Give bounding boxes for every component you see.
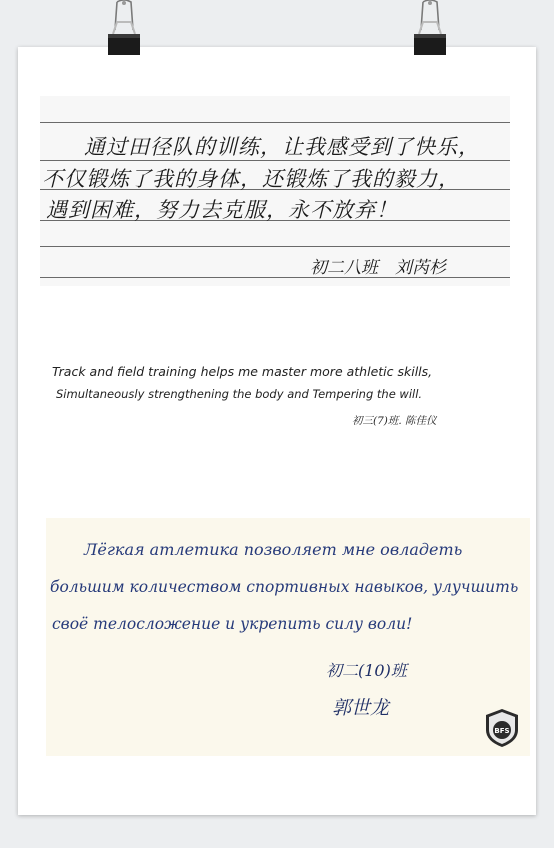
chinese-note-line: 不仅锻炼了我的身体，还锻炼了我的毅力，	[42, 167, 460, 191]
english-note-line: Simultaneously strengthening the body and Tempering the will.	[56, 387, 423, 401]
chinese-note-line: 通过田径队的训练，让我感受到了快乐，	[84, 135, 480, 159]
ruled-line	[40, 122, 510, 123]
school-emblem-icon	[484, 708, 520, 748]
english-note	[40, 350, 515, 440]
russian-note-line: своё телосложение и укрепить силу воли!	[52, 615, 413, 633]
russian-note-line: Лёгкая атлетика позволяет мне овладеть	[84, 540, 463, 559]
russian-note-class: 初二(10)班	[326, 661, 407, 680]
russian-note-line: большим количеством спортивных навыков, улучшить	[50, 578, 519, 596]
binder-clip-icon	[107, 0, 141, 56]
binder-clip-icon	[413, 0, 447, 56]
chinese-note	[40, 96, 510, 286]
ruled-line	[40, 246, 510, 247]
russian-note	[46, 518, 530, 756]
english-note-line: Track and field training helps me master more athletic skills,	[52, 364, 433, 379]
chinese-note-signature: 初二八班 刘芮杉	[310, 258, 446, 278]
chinese-note-line: 遇到困难，努力去克服，永不放弃！	[46, 198, 398, 222]
emblem-text: BFS	[494, 727, 510, 735]
russian-note-signature: 郭世龙	[332, 697, 390, 719]
english-note-signature: 初三(7)班. 陈佳仪	[352, 415, 437, 427]
